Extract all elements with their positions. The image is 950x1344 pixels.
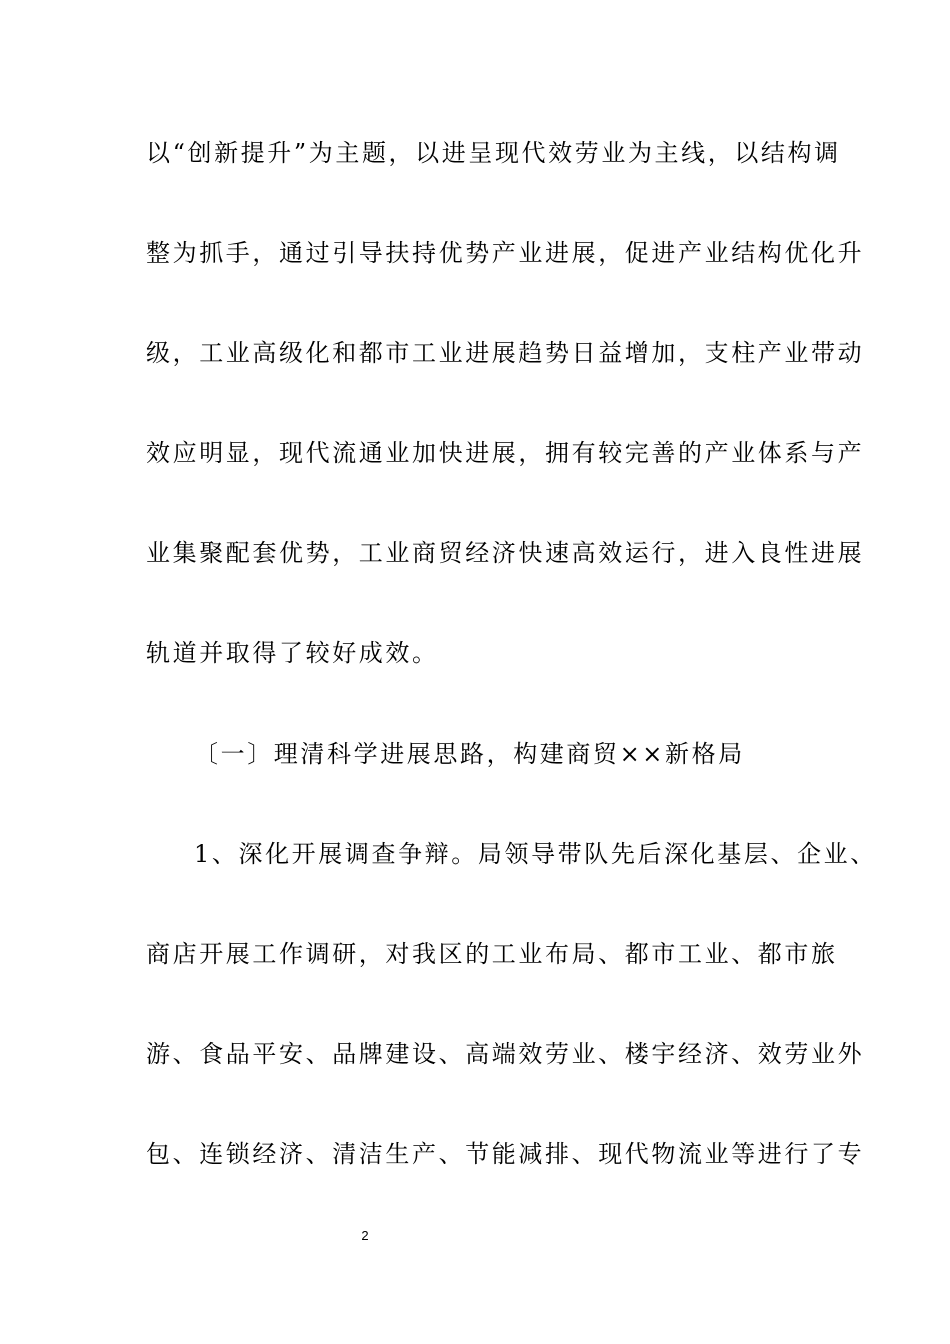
text-line-10: 游、食品平安、品牌建设、高端效劳业、楼宇经济、效劳业外 (146, 1040, 865, 1068)
text-line-3: 级，工业高级化和都市工业进展趋势日益增加，支柱产业带动 (146, 339, 865, 367)
page-number: 2 (361, 1228, 369, 1243)
text-line-4: 效应明显，现代流通业加快进展，拥有较完善的产业体系与产 (146, 439, 865, 467)
text-line-1: 以“创新提升”为主题，以进呈现代效劳业为主线，以结构调 (146, 139, 841, 167)
text-line-5: 业集聚配套优势，工业商贸经济快速高效运行，进入良性进展 (146, 539, 865, 567)
text-line-11: 包、连锁经济、清洁生产、节能减排、现代物流业等进行了专 (146, 1140, 865, 1168)
section-heading: 〔一〕理清科学进展思路，构建商贸××新格局 (194, 740, 745, 768)
text-line-9: 商店开展工作调研，对我区的工业布局、都市工业、都市旅 (146, 940, 838, 968)
text-line-6: 轨道并取得了较好成效。 (146, 639, 439, 667)
text-line-8: 1、深化开展调查争辩。局领导带队先后深化基层、企业、 (194, 840, 877, 868)
text-line-2: 整为抓手，通过引导扶持优势产业进展，促进产业结构优化升 (146, 239, 865, 267)
